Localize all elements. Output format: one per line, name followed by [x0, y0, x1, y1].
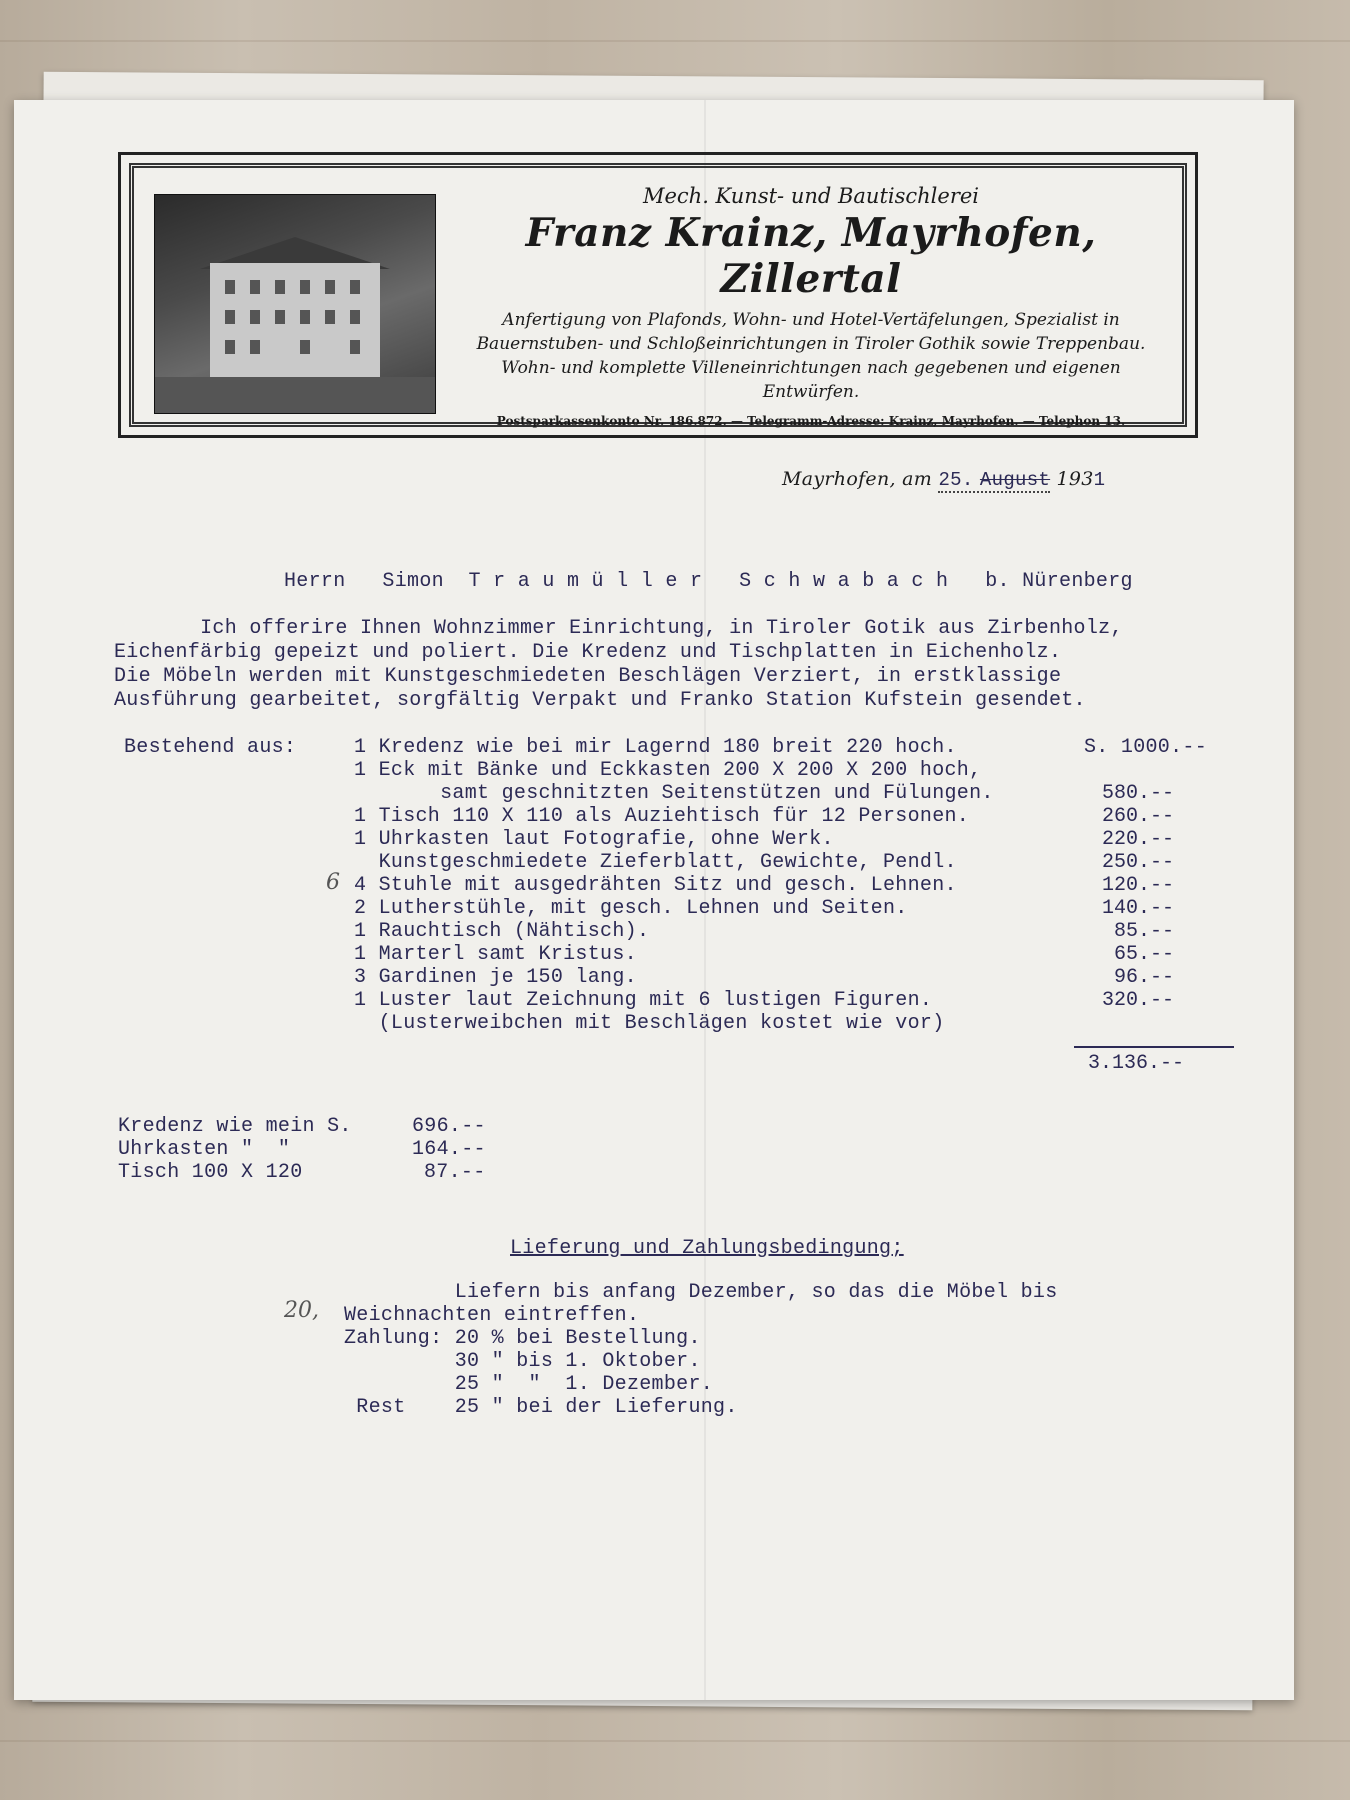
item-price: 140.-- — [1101, 897, 1174, 920]
extra-price: 164.-- — [412, 1138, 486, 1161]
letterhead-frame — [129, 163, 1187, 427]
letter-sheet — [14, 100, 1294, 1700]
item-price: 120.-- — [1101, 874, 1174, 897]
total-rule — [1074, 1046, 1234, 1048]
terms-line: Weichnachten eintreffen. — [344, 1304, 640, 1327]
terms-title: Lieferung und Zahlungsbedingung; — [510, 1237, 904, 1260]
item-price: 220.-- — [1101, 828, 1174, 851]
letterhead-footer: Postsparkassenkonto Nr. 186.872. — Telegramm-Adresse: Krainz, Mayrhofen. — Telephon 13. — [496, 414, 1126, 428]
item-price: 65.-- — [1113, 943, 1174, 966]
extra-price: 87.-- — [424, 1161, 486, 1184]
item-line: samt geschnitzten Seitenstützen und Fülungen. — [354, 782, 994, 805]
intro-line-3: Die Möbeln werden mit Kunstgeschmiedeten Beschlägen Verziert, in erstklassige — [114, 665, 1062, 688]
intro-line-1: Ich offerire Ihnen Wohnzimmer Einrichtung, in Tiroler Gotik aus Zirbenholz, — [114, 617, 1123, 640]
date-dotted-field — [938, 468, 1050, 493]
item-price: 250.-- — [1101, 851, 1174, 874]
letterhead-company: Franz Krainz, Mayrhofen, Zillertal — [525, 210, 1097, 302]
terms-line: 25 " " 1. Dezember. — [344, 1373, 714, 1396]
extra-label: Kredenz wie mein S. — [118, 1115, 352, 1138]
extra-price: 696.-- — [412, 1115, 486, 1138]
date-line — [782, 468, 1105, 493]
item-line: (Lusterweibchen mit Beschlägen kostet wie vor) — [354, 1012, 945, 1035]
letterhead-text — [452, 178, 1170, 428]
total-price: 3.136.-- — [1087, 1052, 1184, 1075]
extra-label: Tisch 100 X 120 — [118, 1161, 303, 1184]
terms-line: 30 " bis 1. Oktober. — [344, 1350, 701, 1373]
item-price: 96.-- — [1113, 966, 1174, 989]
item-line: 1 Rauchtisch (Nähtisch). — [354, 920, 650, 943]
extra-label: Uhrkasten " " — [118, 1138, 291, 1161]
item-price: S. 1000.-- — [1084, 736, 1208, 759]
handwritten-note-items: 6 — [326, 870, 340, 895]
date-year-typed: 1 — [1093, 469, 1106, 491]
date-place: Mayrhofen, am — [782, 468, 933, 490]
intro-line-4: Ausführung gearbeitet, sorgfältig Verpakt und Franko Station Kufstein gesendet. — [114, 689, 1086, 712]
items-label: Bestehend aus: — [124, 736, 297, 759]
recipient-line: Herrn Simon T r a u m ü l l e r S c h w a b a c h b. Nürenberg — [284, 570, 1133, 593]
item-price: 320.-- — [1101, 989, 1174, 1012]
terms-line: Liefern bis anfang Dezember, so das die Möbel bis — [344, 1281, 1058, 1304]
item-line: 1 Luster laut Zeichnung mit 6 lustigen Figuren. — [354, 989, 933, 1012]
item-line: 1 Uhrkasten laut Fotografie, ohne Werk. — [354, 828, 834, 851]
letterhead-trade: Mech. Kunst- und Bautischlerei — [642, 184, 980, 208]
item-price: 260.-- — [1101, 805, 1174, 828]
item-price: 85.-- — [1113, 920, 1174, 943]
building-photo — [154, 194, 436, 414]
item-line: Kunstgeschmiedete Zieferblatt, Gewichte, Pendl. — [354, 851, 957, 874]
terms-line: Rest 25 " bei der Lieferung. — [344, 1396, 738, 1419]
intro-line-2: Eichenfärbig gepeizt und poliert. Die Kredenz und Tischplatten in Eichenholz. — [114, 641, 1062, 664]
item-line: 4 Stuhle mit ausgedrähten Sitz und gesch. Lehnen. — [354, 874, 957, 897]
date-day: 25. — [938, 469, 974, 491]
item-line: 2 Lutherstühle, mit gesch. Lehnen und Seiten. — [354, 897, 908, 920]
item-price: 580.-- — [1101, 782, 1174, 805]
handwritten-note-terms: 20, — [284, 1298, 319, 1323]
letterhead-description: Anfertigung von Plafonds, Wohn- und Hotel-Vertäfelungen, Spezialist in Bauernstuben- und Schloßeinrichtungen in Tiroler Gothik sowie Treppenbau. Wohn- und komplette Villeneinrichtungen nach gegebenen und eigenen Entwürfen. — [476, 310, 1146, 402]
terms-line: Zahlung: 20 % bei Bestellung. — [344, 1327, 701, 1350]
item-line: 1 Marterl samt Kristus. — [354, 943, 637, 966]
letterhead — [118, 152, 1198, 438]
item-line: 1 Kredenz wie bei mir Lagernd 180 breit 220 hoch. — [354, 736, 957, 759]
item-line: 1 Tisch 110 X 110 als Auziehtisch für 12 Personen. — [354, 805, 970, 828]
item-line: 1 Eck mit Bänke und Eckkasten 200 X 200 X 200 hoch, — [354, 759, 982, 782]
date-year: 193 — [1056, 468, 1094, 490]
date-month: August — [979, 469, 1051, 491]
item-line: 3 Gardinen je 150 lang. — [354, 966, 637, 989]
